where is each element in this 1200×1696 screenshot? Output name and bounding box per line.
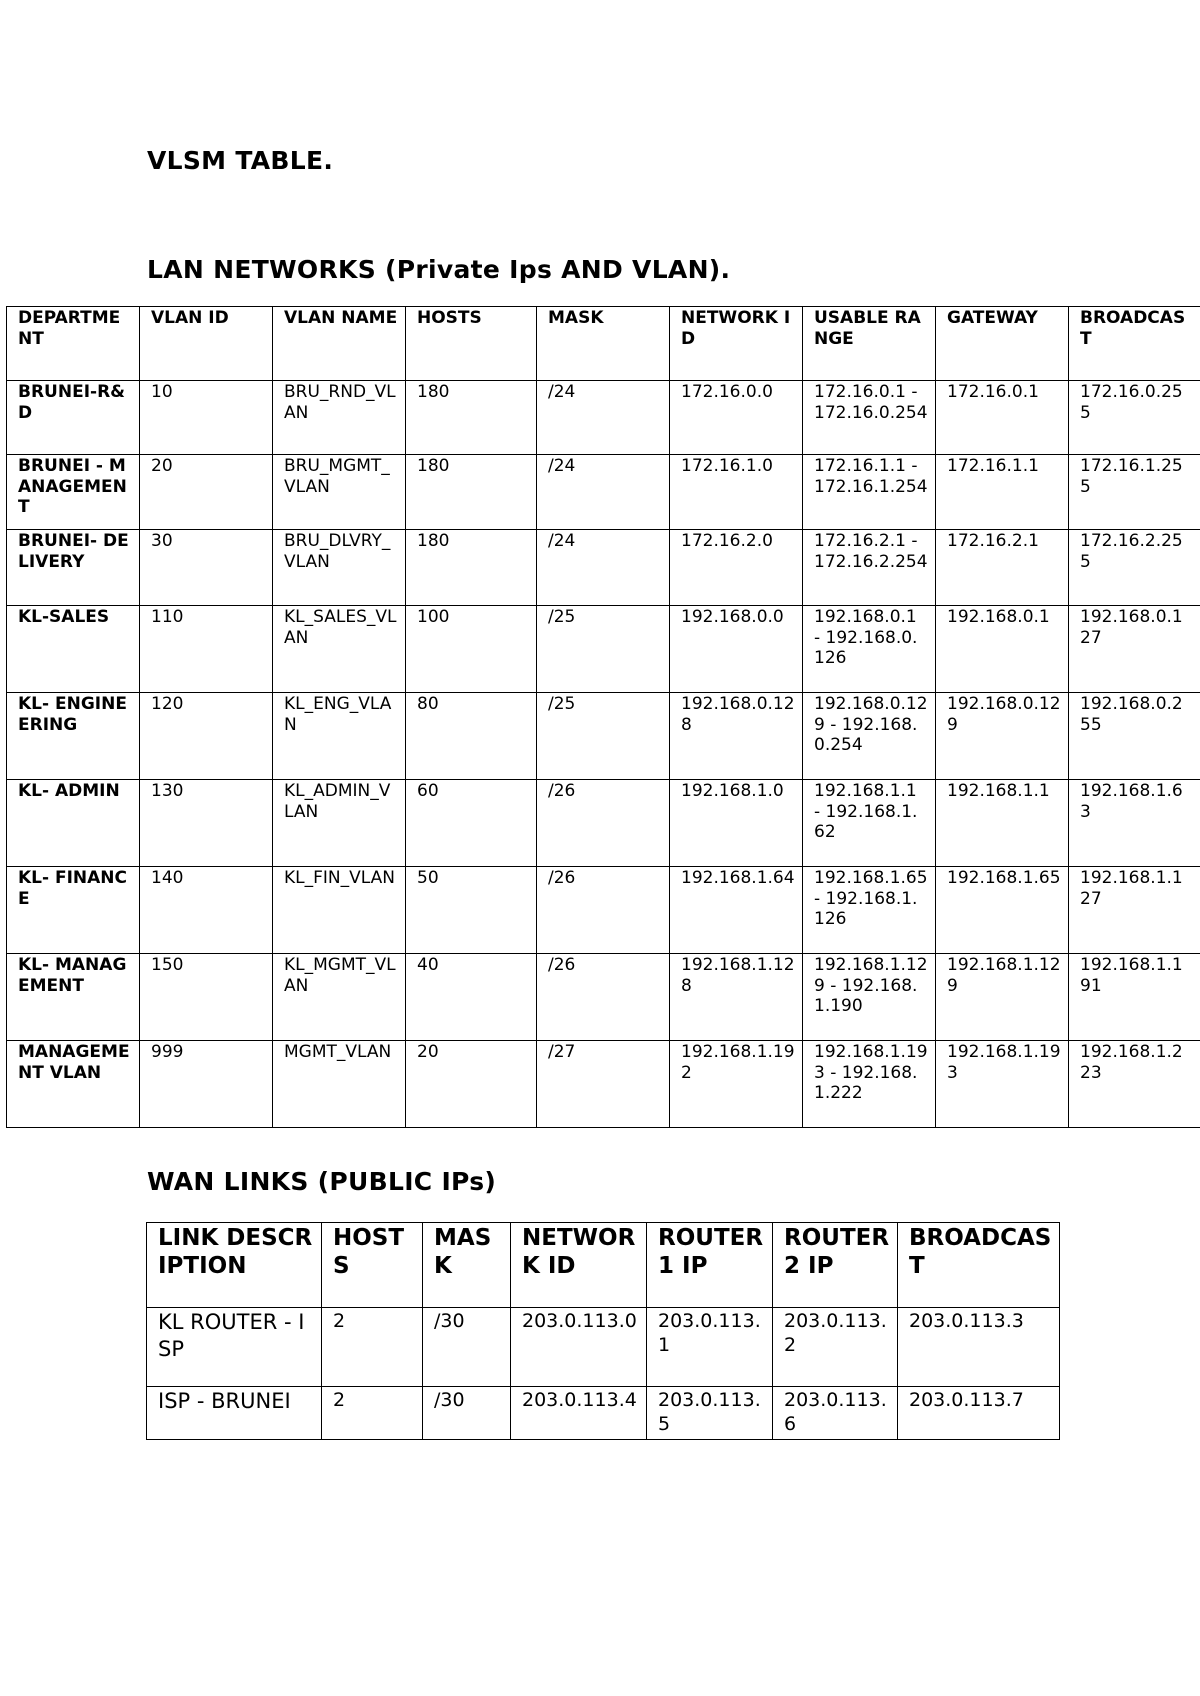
col-header-vlan-id: VLAN ID [140, 307, 273, 381]
cell-network-id: 203.0.113.4 [511, 1387, 647, 1440]
cell-hosts: 20 [406, 1041, 537, 1128]
cell-vlan-name: BRU_MGMT_VLAN [273, 455, 406, 530]
cell-department: KL- MANAGEMENT [7, 954, 140, 1041]
cell-usable-range: 172.16.1.1 - 172.16.1.254 [803, 455, 936, 530]
cell-router-1-ip: 203.0.113.5 [647, 1387, 773, 1440]
cell-usable-range: 172.16.0.1 - 172.16.0.254 [803, 381, 936, 455]
cell-router-2-ip: 203.0.113.2 [773, 1308, 898, 1387]
cell-vlan-id: 110 [140, 606, 273, 693]
cell-mask: /25 [537, 606, 670, 693]
cell-broadcast: 192.168.1.63 [1069, 780, 1200, 867]
table-row [7, 381, 1200, 455]
col-header-router-1-ip: ROUTER 1 IP [647, 1223, 773, 1308]
cell-usable-range: 192.168.1.65 - 192.168.1.126 [803, 867, 936, 954]
cell-hosts: 40 [406, 954, 537, 1041]
table-row [7, 867, 1200, 954]
cell-hosts: 60 [406, 780, 537, 867]
cell-hosts: 180 [406, 530, 537, 606]
col-header-department: DEPARTMENT [7, 307, 140, 381]
cell-vlan-id: 30 [140, 530, 273, 606]
cell-network-id: 172.16.0.0 [670, 381, 803, 455]
cell-vlan-id: 150 [140, 954, 273, 1041]
cell-gateway: 192.168.1.129 [936, 954, 1069, 1041]
cell-department: KL- FINANCE [7, 867, 140, 954]
cell-mask: /26 [537, 867, 670, 954]
col-header-mask: MASK [423, 1223, 511, 1308]
col-header-link-description: LINK DESCRIPTION [147, 1223, 322, 1308]
wan-links-table [146, 1222, 1060, 1440]
page-title: VLSM TABLE. [147, 146, 334, 175]
cell-vlan-id: 20 [140, 455, 273, 530]
table-row [7, 455, 1200, 530]
cell-vlan-name: KL_ADMIN_VLAN [273, 780, 406, 867]
cell-vlan-name: KL_FIN_VLAN [273, 867, 406, 954]
col-header-usable-range: USABLE RANGE [803, 307, 936, 381]
cell-mask: /30 [423, 1308, 511, 1387]
cell-gateway: 192.168.1.65 [936, 867, 1069, 954]
cell-gateway: 192.168.0.129 [936, 693, 1069, 780]
table-row [147, 1308, 1060, 1387]
col-header-network-id: NETWORK ID [670, 307, 803, 381]
table-header-row [147, 1223, 1060, 1308]
cell-department: BRUNEI - MANAGEMENT [7, 455, 140, 530]
col-header-broadcast: BROADCAST [898, 1223, 1060, 1308]
table-row [7, 693, 1200, 780]
cell-vlan-id: 999 [140, 1041, 273, 1128]
cell-department: KL- ENGINEERING [7, 693, 140, 780]
cell-mask: /24 [537, 381, 670, 455]
cell-network-id: 172.16.2.0 [670, 530, 803, 606]
cell-broadcast: 192.168.0.127 [1069, 606, 1200, 693]
table-header-row [7, 307, 1200, 381]
cell-vlan-id: 10 [140, 381, 273, 455]
cell-gateway: 192.168.0.1 [936, 606, 1069, 693]
cell-router-2-ip: 203.0.113.6 [773, 1387, 898, 1440]
cell-usable-range: 192.168.1.193 - 192.168.1.222 [803, 1041, 936, 1128]
table-row [7, 530, 1200, 606]
cell-hosts: 2 [322, 1387, 423, 1440]
col-header-hosts: HOSTS [322, 1223, 423, 1308]
cell-department: KL- ADMIN [7, 780, 140, 867]
cell-department: KL-SALES [7, 606, 140, 693]
cell-gateway: 172.16.1.1 [936, 455, 1069, 530]
cell-mask: /24 [537, 455, 670, 530]
cell-broadcast: 172.16.0.255 [1069, 381, 1200, 455]
cell-broadcast: 192.168.1.223 [1069, 1041, 1200, 1128]
cell-link-description: ISP - BRUNEI [147, 1387, 322, 1440]
cell-hosts: 180 [406, 381, 537, 455]
cell-hosts: 80 [406, 693, 537, 780]
cell-broadcast: 192.168.0.255 [1069, 693, 1200, 780]
lan-section-title: LAN NETWORKS (Private Ips AND VLAN). [147, 255, 731, 284]
cell-broadcast: 172.16.1.255 [1069, 455, 1200, 530]
cell-usable-range: 192.168.0.129 - 192.168.0.254 [803, 693, 936, 780]
cell-hosts: 50 [406, 867, 537, 954]
lan-networks-table [6, 306, 1200, 1128]
cell-vlan-id: 140 [140, 867, 273, 954]
cell-vlan-id: 120 [140, 693, 273, 780]
cell-vlan-name: MGMT_VLAN [273, 1041, 406, 1128]
cell-vlan-name: KL_ENG_VLAN [273, 693, 406, 780]
cell-network-id: 192.168.1.192 [670, 1041, 803, 1128]
table-row [147, 1387, 1060, 1440]
cell-vlan-name: KL_SALES_VLAN [273, 606, 406, 693]
cell-broadcast: 203.0.113.7 [898, 1387, 1060, 1440]
cell-gateway: 192.168.1.1 [936, 780, 1069, 867]
table-row [7, 1041, 1200, 1128]
col-header-network-id: NETWORK ID [511, 1223, 647, 1308]
cell-network-id: 192.168.1.128 [670, 954, 803, 1041]
cell-mask: /25 [537, 693, 670, 780]
cell-network-id: 192.168.0.0 [670, 606, 803, 693]
cell-network-id: 192.168.1.0 [670, 780, 803, 867]
cell-vlan-name: KL_MGMT_VLAN [273, 954, 406, 1041]
cell-broadcast: 192.168.1.127 [1069, 867, 1200, 954]
cell-mask: /30 [423, 1387, 511, 1440]
cell-broadcast: 192.168.1.191 [1069, 954, 1200, 1041]
cell-department: BRUNEI- DELIVERY [7, 530, 140, 606]
col-header-router-2-ip: ROUTER 2 IP [773, 1223, 898, 1308]
cell-mask: /27 [537, 1041, 670, 1128]
col-header-mask: MASK [537, 307, 670, 381]
col-header-broadcast: BROADCAST [1069, 307, 1200, 381]
cell-network-id: 192.168.0.128 [670, 693, 803, 780]
cell-gateway: 192.168.1.193 [936, 1041, 1069, 1128]
cell-usable-range: 192.168.1.1 - 192.168.1.62 [803, 780, 936, 867]
cell-gateway: 172.16.0.1 [936, 381, 1069, 455]
cell-gateway: 172.16.2.1 [936, 530, 1069, 606]
cell-broadcast: 172.16.2.255 [1069, 530, 1200, 606]
col-header-gateway: GATEWAY [936, 307, 1069, 381]
cell-usable-range: 172.16.2.1 - 172.16.2.254 [803, 530, 936, 606]
cell-vlan-name: BRU_DLVRY_VLAN [273, 530, 406, 606]
cell-router-1-ip: 203.0.113.1 [647, 1308, 773, 1387]
cell-vlan-id: 130 [140, 780, 273, 867]
cell-network-id: 192.168.1.64 [670, 867, 803, 954]
cell-department: MANAGEMENT VLAN [7, 1041, 140, 1128]
cell-mask: /26 [537, 780, 670, 867]
cell-vlan-name: BRU_RND_VLAN [273, 381, 406, 455]
cell-link-description: KL ROUTER - ISP [147, 1308, 322, 1387]
wan-section-title: WAN LINKS (PUBLIC IPs) [147, 1167, 497, 1196]
table-row [7, 954, 1200, 1041]
table-row [7, 780, 1200, 867]
cell-network-id: 172.16.1.0 [670, 455, 803, 530]
col-header-vlan-name: VLAN NAME [273, 307, 406, 381]
cell-hosts: 100 [406, 606, 537, 693]
cell-hosts: 180 [406, 455, 537, 530]
cell-usable-range: 192.168.1.129 - 192.168.1.190 [803, 954, 936, 1041]
cell-department: BRUNEI-R&D [7, 381, 140, 455]
cell-mask: /26 [537, 954, 670, 1041]
cell-usable-range: 192.168.0.1 - 192.168.0.126 [803, 606, 936, 693]
cell-broadcast: 203.0.113.3 [898, 1308, 1060, 1387]
cell-hosts: 2 [322, 1308, 423, 1387]
cell-network-id: 203.0.113.0 [511, 1308, 647, 1387]
col-header-hosts: HOSTS [406, 307, 537, 381]
table-row [7, 606, 1200, 693]
cell-mask: /24 [537, 530, 670, 606]
